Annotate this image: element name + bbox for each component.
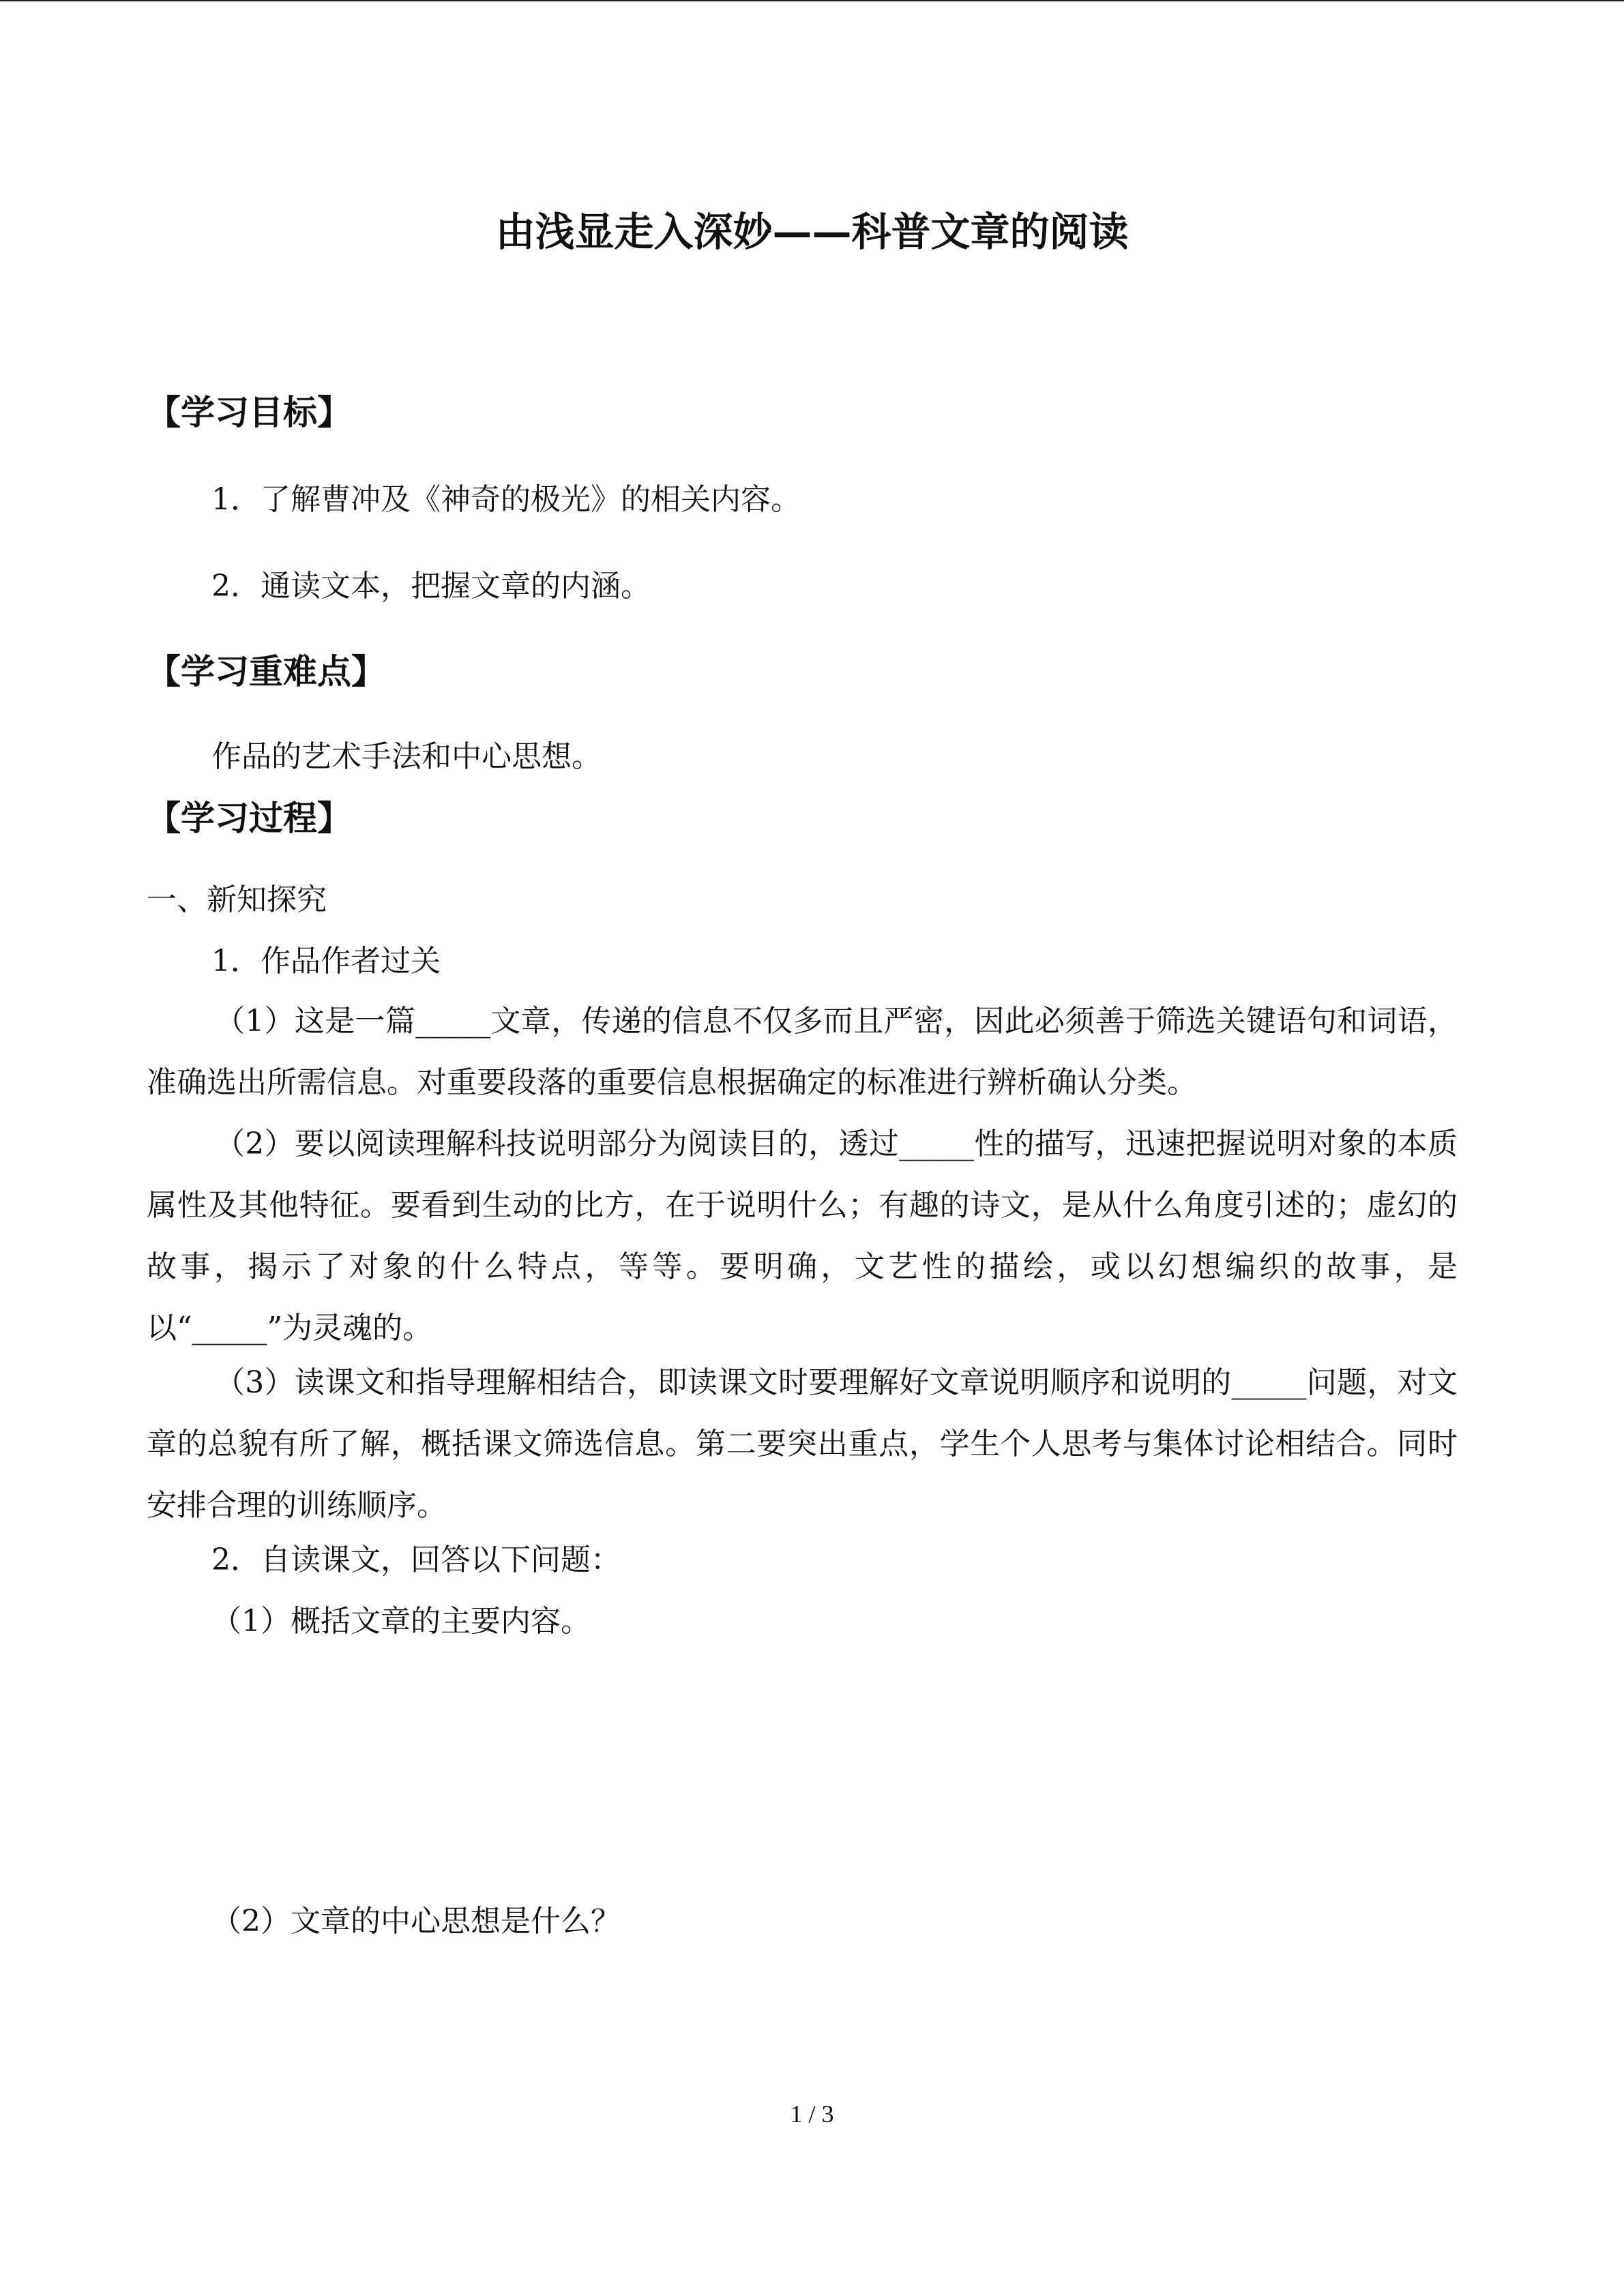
heading-learning-objectives: 【学习目标】 <box>147 393 351 432</box>
page-top-border <box>0 0 1624 1</box>
fill-in-paragraph-3: （3）读课文和指导理解相结合，即读课文时要理解好文章说明顺序和说明的_____问题，对文章的总貌有所了解，概括课文筛选信息。第二要突出重点，学生个人思考与集体讨论相结合。同时安排合理的训练顺序。 <box>147 1365 1458 1523</box>
fill-in-paragraph-2: （2）要以阅读理解科技说明部分为阅读目的，透过_____性的描写，迅速把握说明对象的本质属性及其他特征。要看到生动的比方，在于说明什么；有趣的诗文，是从什么角度引述的；虚幻的故事，揭示了对象的什么特点，等等。要明确，文艺性的描绘，或以幻想编织的故事，是以“_____”为灵魂的。 <box>147 1127 1458 1345</box>
question-2: （2）文章的中心思想是什么？ <box>211 1904 621 1939</box>
document-title: 由浅显走入深妙——科普文章的阅读 <box>495 209 1129 255</box>
fill-in-paragraph-1: （1）这是一篇_____文章，传递的信息不仅多而且严密，因此必须善于筛选关键语句和词语，准确选出所需信息。对重要段落的重要信息根据确定的标准进行辨析确认分类。 <box>147 1004 1458 1100</box>
question-1: （1）概括文章的主要内容。 <box>211 1604 591 1639</box>
objective-item-2: 2．通读文本，把握文章的内涵。 <box>211 569 651 603</box>
heading-key-difficult-points: 【学习重难点】 <box>147 652 385 691</box>
task-one-heading: 1．作品作者过关 <box>211 944 441 979</box>
key-points-text: 作品的艺术手法和中心思想。 <box>211 739 602 774</box>
task-two-heading: 2．自读课文，回答以下问题： <box>211 1542 621 1577</box>
page-number: 1 / 3 <box>790 2100 834 2128</box>
heading-learning-process: 【学习过程】 <box>147 799 351 838</box>
part-one-heading: 一、新知探究 <box>147 882 327 917</box>
objective-item-1: 1．了解曹冲及《神奇的极光》的相关内容。 <box>211 482 801 517</box>
